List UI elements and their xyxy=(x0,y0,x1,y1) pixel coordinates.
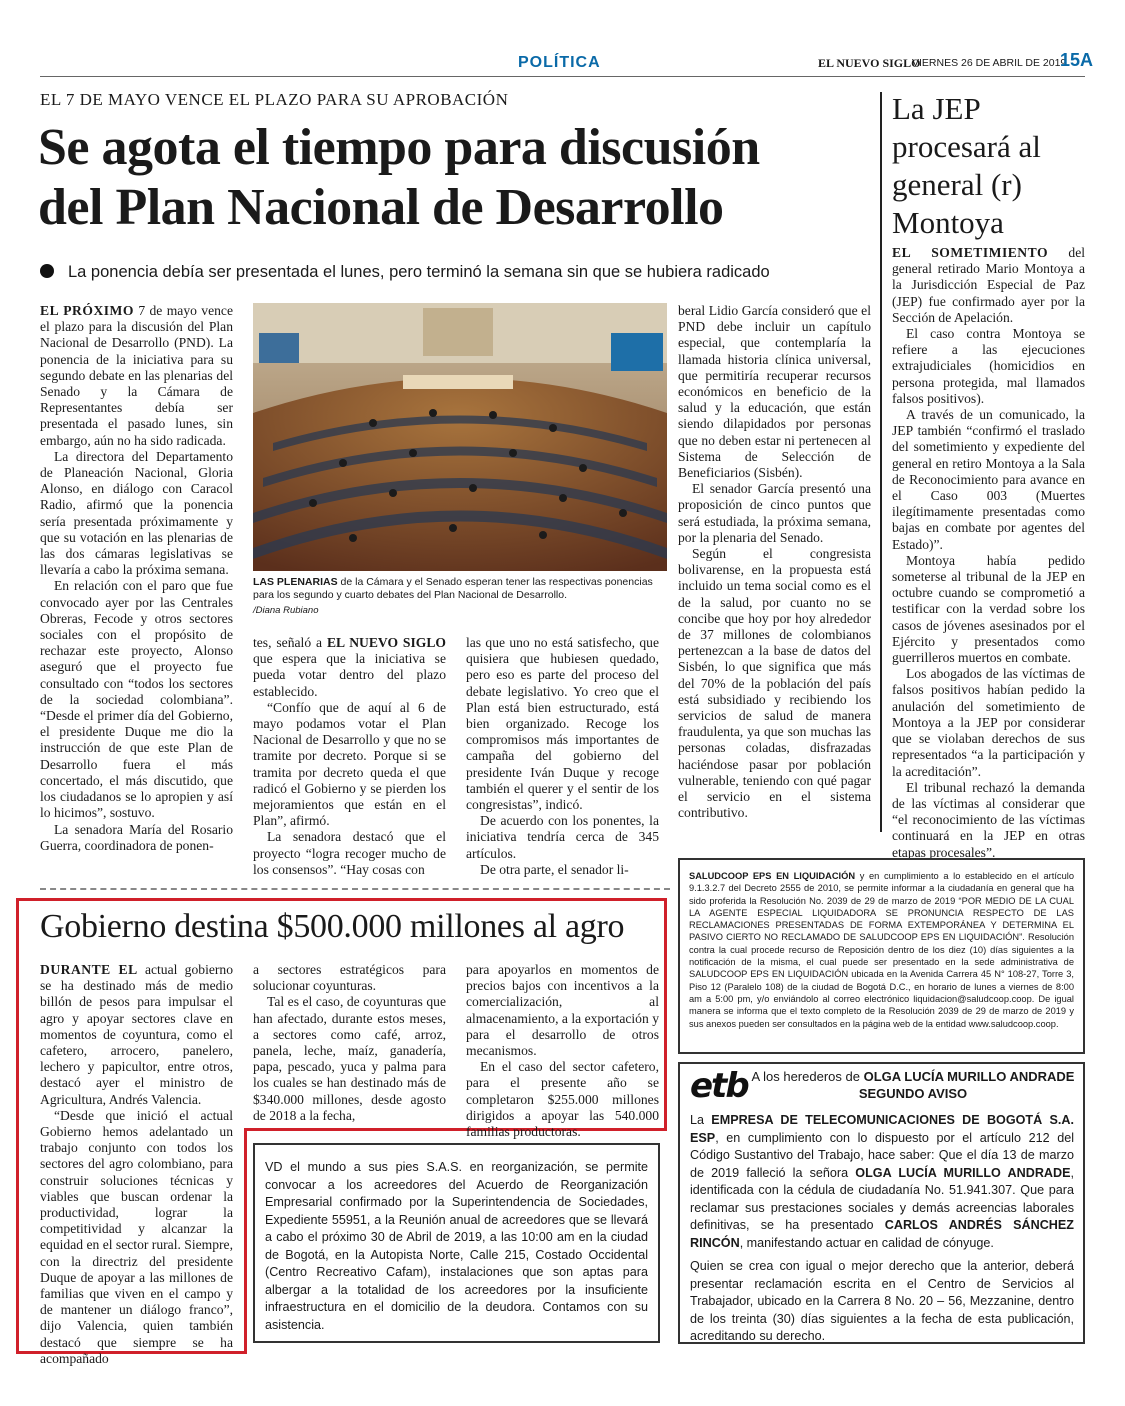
paragraph: “Desde que inició el actual Gobierno hemos adelantado un trabajo conjunto con todos los sectores del agro colombiano, para construir soluciones técnicas y viables que buscan ordenar la productividad, lograr la competitividad y alcanzar la equidad en el sector rural. Siempre, con la directriz del presidente Duque de apoyar a las millones de familias que viven en el campo y de mantener un diálogo franco”, dijo Valencia, quien también destacó que siempre se ha acompañado xyxy=(40,1107,233,1366)
etb-logo: etb xyxy=(690,1066,748,1106)
paragraph: El tribunal rechazó la demanda de las víctimas al considerar que “el reconocimiento de las víctimas continuará en la JEP en otras etapas procesales”. xyxy=(892,779,1085,860)
agro-headline: Gobierno destina $500.000 millones al agro xyxy=(40,908,625,945)
paragraph: “Confío que de aquí al 6 de mayo podamos votar el Plan Nacional de Desarrollo y que no se tramite por decreto. Porque si se tramita por decreto queda el que radicó el Gobierno y se pierden los mejoramientos que están en el Plan”, afirmó. xyxy=(253,699,446,829)
vd-notice-text: VD el mundo a sus pies S.A.S. en reorganización, se permite convocar a los acreedores del Acuerdo de Reorganización Empresarial confirmado por la Superintendencia de Sociedades, Expediente 55951, a la Reunión anual de acreedores que se llevará a cabo el próximo 30 de Abril de 2019, a las 10:00 am en la ciudad de Bogotá, en la Autopista Norte, Calle 215, Costado Occidental (Centro Recreativo Cafam), instalaciones que son aptas para albergar a la totalidad de los acreedores por la insuficiente infraestructura en el domicilio de la deudora. Contamos con su asistencia. xyxy=(265,1160,648,1332)
page-number: 15A xyxy=(1060,50,1094,70)
text-span: , manifestando actuar en calidad de cónyuge. xyxy=(739,1235,994,1250)
headline-line-1: Se agota el tiempo para discusión xyxy=(38,119,760,176)
etb-body xyxy=(690,1112,1074,1346)
paragraph: Según el congresista bolivarense, en la propuesta está incluido un tema social como es el de la salud, por cuanto no se concibe que hoy por hoy alrededor de 37 millones de colombianos pertenezcan a la base de datos del Sisbén, lo que significa que más del 70% de la población del país está subsidiado y recibiendo los servicios de salud de manera fraudulenta, ya que son muchas las personas coladas, disfrazadas haciéndose pasar por población vulnerable, teniendo con qué pagar el servicio en el sistema contributivo. xyxy=(678,546,871,821)
etb-deceased: OLGA LUCÍA MURILLO ANDRADE xyxy=(855,1165,1071,1180)
paragraph: De otra parte, el senador li- xyxy=(480,861,629,877)
deck xyxy=(40,263,880,282)
main-headline xyxy=(38,118,760,238)
main-column-2 xyxy=(253,635,446,875)
paragraph: actual gobierno se ha destinado más de medio billón de pesos para impulsar el agro y apoyar sectores clave en momentos de coyuntura, como el cafetero, arrocero, panelero, lechero y papicultor, entre otros, destacó ayer el ministro de Agricultura, Andrés Valencia. xyxy=(40,962,233,1107)
header-rule xyxy=(40,76,1085,77)
lead-in: EL PRÓXIMO xyxy=(40,303,134,318)
main-column-1 xyxy=(40,303,233,873)
section-divider xyxy=(40,888,670,890)
paragraph: La directora del Departamento de Planeación Nacional, Gloria Alonso, en diálogo con Caracol Radio, afirmó que la ponencia sería presentada próximamente y que su votación en las plenarias de las dos cámaras legislativas se llevaría a cabo la próxima semana. xyxy=(40,448,233,578)
bullet-icon xyxy=(40,264,54,278)
agro-column-1 xyxy=(40,962,233,1366)
parliament-photo xyxy=(253,303,667,571)
vd-notice xyxy=(253,1143,660,1343)
caption-text: de la Cámara y el Senado esperan tener las respectivas ponencias para los segundo y cuarto debates del Plan Nacional de Desarrollo. xyxy=(253,576,653,601)
paragraph: El caso contra Montoya se refiere a las ejecuciones extrajudiciales (homicidios en persona protegida, mal llamados falsos positivos). xyxy=(892,326,1085,406)
paragraph: Montoya había pedido someterse al tribunal de la JEP en octubre cuando se comprometió a testificar con la verdad sobre los casos de jóvenes asesinados por el Ejército y presentados como guerrilleros muertos en combate. xyxy=(892,552,1085,666)
paragraph: La senadora María del Rosario Guerra, coordinadora de ponen- xyxy=(40,821,233,853)
text-span: que espera que la iniciativa se pueda votar dentro del plazo establecido. xyxy=(253,651,446,699)
paragraph: Tal es el caso, de coyunturas que han afectado, durante estos meses, a sectores como café, arroz, panela, leche, maíz, ganadería, papa, pescado, yuca y palma para los cuales se han destinado más de $340.000 millones, desde agosto de 2018 a la fecha, xyxy=(253,994,446,1123)
etb-title-pre: A los herederos de xyxy=(751,1069,864,1084)
etb-subtitle: SEGUNDO AVISO xyxy=(858,1086,968,1101)
etb-company: EMPRESA DE TELECOMUNICACIONES DE BOGOTÁ S.A. ESP xyxy=(690,1113,1074,1145)
paragraph: En relación con el paro que fue convocado ayer por las Centrales Obreras, Fecode y otros sectores sociales con el propósito de rechazar este proyecto, Alonso aseguró que el proyecto fue consultado con “todos los sectores de la sociedad colombiana”. “Desde el primer día del Gobierno, el presidente Duque me dio la instrucción de que este Plan de Desarrollo fuera el más concertado, el más discutido, que los ciudadanos se lo apropien y así lo hicimos”, sostuvo. xyxy=(40,578,233,821)
lead-in: EL SOMETIMIENTO xyxy=(892,245,1049,260)
paragraph: A través de un comunicado, la JEP también “confirmó el traslado del sometimiento y expediente del general en retiro Montoya a la Sala de Reconocimiento para avance en el Caso 003 (Muertes ilegítimamente presentadas como bajas en combate por agentes del Estado)”. xyxy=(892,407,1085,552)
etb-claimant: CARLOS ANDRÉS SÁNCHEZ RINCÓN xyxy=(690,1218,1074,1250)
caption-lead: LAS PLENARIAS xyxy=(253,576,338,588)
deck-text: La ponencia debía ser presentada el lunes, pero terminó la semana sin que se hubiera radicado xyxy=(68,263,770,281)
saludcoop-name: SALUDCOOP EPS EN LIQUIDACIÓN xyxy=(689,871,856,881)
photo-caption xyxy=(253,576,667,602)
text-span: , identificada con la cédula de ciudadanía No. 51.941.307. Que para reclamar sus prestaciones sociales y demás acreencias laborales definitivas, se ha presentado xyxy=(690,1165,1075,1232)
agro-column-3 xyxy=(466,962,659,1140)
paragraph: las que uno no está satisfecho, que quisiera que hubiesen quedado, pero eso es parte del proceso del debate legislativo. Yo creo que el Plan está bien estructurado, está bien organizado. Recoge los compromisos más importantes de campaña del gobierno del presidente Iván Duque y recoge también el querer y el sentir de los congresistas”, indicó. xyxy=(466,635,659,813)
section-label: POLÍTICA xyxy=(518,54,601,71)
paragraph: beral Lidio García consideró que el PND debe incluir un capítulo especial, que contemplaría la llamada historia clínica universal, que permitiría recuperar recursos económicos en beneficio de la salud y la educación, que están siendo dilapidados por personas que no deben estar ni pertenecen al Sistema de Selección de Beneficiarios (Sisbén). xyxy=(678,303,871,481)
paragraph: para apoyarlos en momentos de precios bajos con incentivos a la comercialización, al almacenamiento, a la exportación y para el desarrollo de otros mecanismos. xyxy=(466,962,659,1059)
etb-title xyxy=(748,1068,1078,1102)
sidebar-body xyxy=(892,245,1085,860)
etb-heir-name: OLGA LUCÍA MURILLO ANDRADE xyxy=(863,1069,1075,1084)
sidebar-rule xyxy=(880,92,882,832)
text-span: tes, señaló a xyxy=(253,635,327,650)
saludcoop-notice xyxy=(678,858,1085,1054)
paragraph: a sectores estratégicos para solucionar coyunturas. xyxy=(253,962,446,994)
paragraph: El senador García presentó una proposición de cinco puntos que será estudiada, la próxima semana, por la plenaria del Senado. xyxy=(678,481,871,545)
headline-line-2: del Plan Nacional de Desarrollo xyxy=(38,179,724,236)
lead-in: DURANTE EL xyxy=(40,962,138,977)
paragraph: Quien se crea con igual o mejor derecho que la anterior, deberá presentar reclamación escrita en el Centro de Servicios al Trabajador, ubicado en la Carrera 8 No. 20 – 56, Mezzanine, dentro de los treinta (30) días siguientes a la fecha de esta publicación, acreditando su derecho. xyxy=(690,1259,1074,1343)
paragraph: del general retirado Mario Montoya a la Jurisdicción Especial de Paz (JEP) fue confirmado ayer por la Sección de Apelación. xyxy=(892,245,1085,325)
text-span: La xyxy=(690,1113,712,1127)
text-span: , en cumplimiento con lo dispuesto por el artículo 212 del Código Sustantivo del Trabajo, hace saber: Que el día 13 de marzo de 2019 falleció la señora xyxy=(690,1130,1074,1180)
paper-name: EL NUEVO SIGLO xyxy=(818,56,921,70)
paper-mention: EL NUEVO SIGLO xyxy=(326,635,446,650)
paragraph: 7 de mayo vence el plazo para la discusión del Plan Nacional de Desarrollo (PND). La ponencia de la iniciativa para su segundo debate en las plenarias del Senado y la Cámara de Representantes debía ser presentada el pasado lunes, sin embargo, aún no ha sido radicada. xyxy=(40,303,233,448)
photo-credit: /Diana Rubiano xyxy=(253,605,319,616)
saludcoop-text: y en cumplimiento a lo establecido en el artículo 9.1.3.2.7 del Decreto 2555 de 2010, se permite informar a la ciudadanía en general que ha sido proferida la Resolución No. 2039 de 29 de marzo de 2019 “POR MEDIO DE LA CUAL LA AGENTE ESPECIAL LIQUIDADORA SE PRONUNCIA RESPECTO DE LAS RECLAMACIONES PRESENTADAS DE FORMA EXTEMPORÁNEA Y DETERMINA EL PASIVO CIERTO NO RECLAMADO DE SALUDCOOP EPS EN LIQUIDACIÓN”. Resolución contra la cual procede recurso de Reposición dentro de los diez (10) días siguientes a la notificación de la misma, el cual puede ser presentado en la sede administrativa de SALUDCOOP EPS EN LIQUIDACIÓN ubicada en la Avenida Carrera 45 N° 108-27, Torre 3, Piso 12 (Paralelo 108) de la ciudad de Bogotá D.C., en horario de lunes a viernes de 8:00 am a 5:00 pm, y/o enviándolo al correo electrónico liquidacion@saludcoop.coop. De igual manera se informa que el texto completo de la Resolución 2039 de 29 de marzo de 2019 y sus anexos pueden ser consultados en la página web de la entidad www.saludcoop.coop. xyxy=(689,871,1074,1029)
main-column-4 xyxy=(678,303,871,828)
paragraph: La senadora destacó que el proyecto “logra recoger mucho de los consensos”. “Hay cosas con xyxy=(253,829,446,877)
issue-date: VIERNES 26 DE ABRIL DE 2019 xyxy=(912,57,1067,69)
chamber-image xyxy=(253,303,667,571)
paragraph: En el caso del sector cafetero, para el presente año se completaron $255.000 millones dirigidos a apoyar las 540.000 familias productoras. xyxy=(466,1059,659,1140)
main-column-3 xyxy=(466,635,659,875)
kicker: EL 7 DE MAYO VENCE EL PLAZO PARA SU APROBACIÓN xyxy=(40,90,509,109)
paragraph: De acuerdo con los ponentes, la iniciativa tendría cerca de 345 artículos. xyxy=(466,813,659,861)
agro-column-2 xyxy=(253,962,446,1122)
paragraph: Los abogados de las víctimas de falsos positivos habían pedido la anulación del sometimiento de Montoya a la JEP por considerar que se violaban derechos de sus representados “a la participación y la acreditación”. xyxy=(892,666,1085,779)
sidebar-headline: La JEP procesará al general (r) Montoya xyxy=(892,91,1041,240)
